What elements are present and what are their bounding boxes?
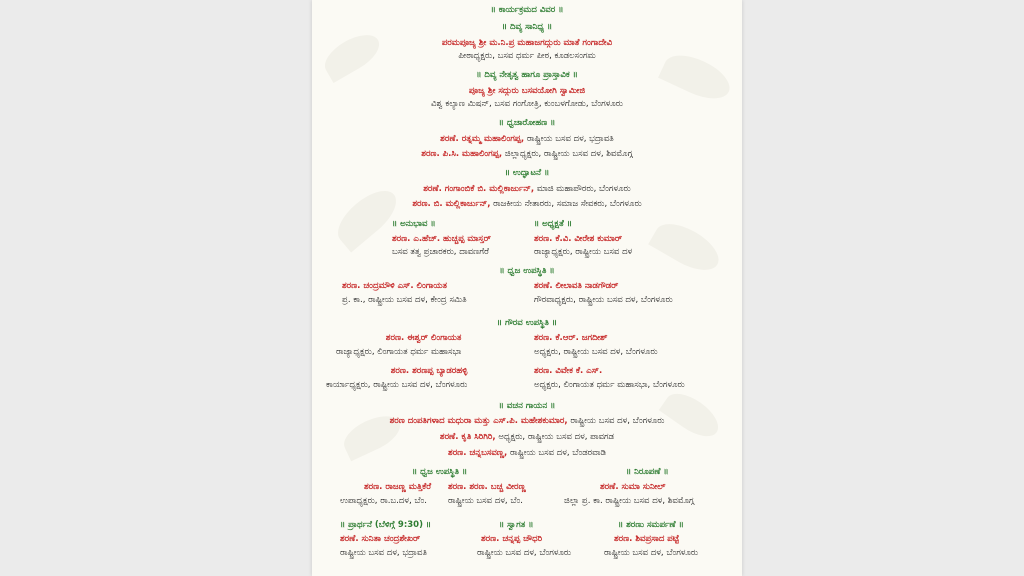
adhyakshate-block — [534, 219, 632, 258]
section-heading: ॥ ದಿವ್ಯ ಸಾನಿಧ್ಯ ॥ — [501, 22, 553, 32]
section-heading: ॥ ವಚನ ಗಾಯನ ॥ — [498, 401, 556, 411]
swagata-block — [477, 520, 571, 559]
guest-desc: ಬಸವ ತತ್ವ ಪ್ರಚಾರಕರು, ದಾವಣಗೆರೆ — [392, 247, 489, 257]
guest-desc: ರಾಜಕೀಯ ನೇತಾರರು, ಸಮಾಜ ಸೇವಕರು, ಬೆಂಗಳೂರು — [493, 199, 642, 209]
guest-name: ಶರಣ. ಶರಣಪ್ಪ ಬ್ಯಾಡರಹಳ್ಳಿ — [390, 366, 468, 376]
guest-line — [312, 432, 742, 443]
section-heading: ॥ ಗೌರವ ಉಪಸ್ಥಿತಿ ॥ — [496, 318, 558, 328]
page-title: ॥ ಕಾರ್ಯಕ್ರಮದ ವಿವರ ॥ — [490, 5, 564, 15]
section-heading: ॥ ಧ್ವಜ ಉಪಸ್ಥಿತಿ ॥ — [412, 467, 468, 477]
guest-name: ಶರಣೆ. ಲೀಲಾವತಿ ನಾಡಗೌಡರ್ — [534, 281, 619, 291]
dhwaja-left — [342, 281, 467, 306]
guest-line — [312, 134, 742, 145]
gaurava-r1-left — [336, 333, 461, 358]
guest-name: ಪರಮಪೂಜ್ಯ ಶ್ರೀ ಮ.ನಿ.ಪ್ರ ಮಹಾಜಗದ್ಗುರು ಮಾತೆ ಗಂಗಾದೇವಿ — [441, 38, 613, 48]
guest-line — [312, 149, 742, 160]
guest-name: ಶರಣೆ. ಕೃತಿ ಸಿರಿಗಿರಿ, — [439, 432, 496, 442]
nirupane-heading-wrap — [626, 467, 669, 478]
guest-name: ಶರಣ. ವಿವೇಕ ಕೆ. ಎಸ್. — [534, 366, 603, 376]
guest-line — [312, 416, 742, 427]
guest-name: ಶರಣೆ. ಗಂಗಾಂಬಿಕೆ ಬಿ. ಮಲ್ಲಿಕಾರ್ಜುನ್, — [423, 184, 535, 194]
guest-name: ಶರಣೆ. ಸುನಿತಾ ಚಂದ್ರಶೇಖರ್ — [340, 534, 421, 544]
gaurava-r1-right — [534, 333, 658, 358]
guest-line — [312, 448, 742, 459]
guest-name: ಶರಣ ದಂಪತಿಗಳಾದ ಮಧುರಾ ಮತ್ತು ಎಸ್.ಪಿ. ಮಹೇಶಕುಮಾರ, — [389, 416, 568, 426]
section-heading: ॥ ಉದ್ಘಾಟನೆ ॥ — [504, 168, 550, 178]
guest-line — [312, 184, 742, 195]
section-heading: ॥ ದಿವ್ಯ ನೇತೃತ್ವ ಹಾಗೂ ಪ್ರಾಸ್ತಾವಿಕ ॥ — [476, 70, 578, 80]
gaurava-r2-right — [534, 366, 685, 391]
guest-desc: ರಾಷ್ಟ್ರೀಯ ಬಸವ ದಳ, ಬೆಂಗಳೂರು — [604, 548, 699, 558]
guest-desc: ರಾಷ್ಟ್ರೀಯ ಬಸವ ದಳ, ಭದ್ರಾವತಿ — [340, 548, 427, 558]
guest-desc: ರಾಷ್ಟ್ರೀಯ ಬಸವ ದಳ, ಬೆಂಗಳೂರು — [570, 416, 665, 426]
guest-name: ಶರಣ. ಶಿವಪ್ರಸಾದ ಪಟ್ಟೆ — [614, 534, 680, 544]
section-heading: ॥ ಧ್ವಜಾರೋಹಣ ॥ — [498, 118, 556, 128]
guest-name: ಶರಣ. ಪಿ.ಸಿ. ಮಹಾಲಿಂಗಪ್ಪ, — [421, 149, 503, 159]
program-document — [312, 0, 742, 576]
guest-desc: ಪೀಠಾಧ್ಯಕ್ಷರು, ಬಸವ ಧರ್ಮ ಪೀಠ, ಕೂಡಲಸಂಗಮ — [458, 51, 596, 61]
nirupane-block — [564, 482, 694, 507]
guest-desc: ಅಧ್ಯಕ್ಷರು, ರಾಷ್ಟ್ರೀಯ ಬಸವ ದಳ, ಪಾವಗಡ — [498, 432, 615, 442]
guest-name: ಶರಣ. ಚನ್ನಬಸವಣ್ಣ, — [448, 448, 508, 458]
guest-desc: ರಾಜ್ಯಾಧ್ಯಕ್ಷರು, ಲಿಂಗಾಯತ ಧರ್ಮ ಮಹಾಸಭಾ — [336, 347, 462, 357]
guest-desc: ಪ್ರ. ಕಾ., ರಾಷ್ಟ್ರೀಯ ಬಸವ ದಳ, ಕೇಂದ್ರ ಸಮಿತಿ — [342, 295, 467, 305]
dhwaja2-heading-wrap — [412, 467, 467, 478]
section-heading: ॥ ನಿರೂಪಣೆ ॥ — [626, 467, 669, 477]
section-heading: ॥ ಪ್ರಾರ್ಥನೆ (ಬೆಳಿಗ್ಗೆ 9:30) ॥ — [340, 520, 432, 530]
prarthane-block — [340, 520, 431, 559]
guest-name: ಶರಣ. ಚನ್ನಪ್ಪ ಚೌಧರಿ — [481, 534, 543, 544]
guest-name: ಶರಣ. ಕೆ.ವಿ. ವೀರೇಶ ಕುಮಾರ್ — [534, 234, 623, 244]
section-heading: ॥ ಶರಣು ಸಮರ್ಪಣೆ ॥ — [618, 520, 684, 530]
guest-name: ಶರಣ. ಬಿ. ಮಲ್ಲಿಕಾರ್ಜುನ್, — [412, 199, 491, 209]
dhwaja-right — [534, 281, 673, 306]
guest-desc: ರಾಷ್ಟ್ರೀಯ ಬಸವ ದಳ, ಭದ್ರಾವತಿ — [526, 134, 614, 144]
section-heading: ॥ ಅಧ್ಯಕ್ಷತೆ ॥ — [534, 219, 573, 229]
section-heading: ॥ ಸ್ವಾಗತ ॥ — [499, 520, 534, 530]
sharanu-block — [604, 520, 698, 559]
guest-name: ಪೂಜ್ಯ ಶ್ರೀ ಸದ್ಗುರು ಬಸವಯೋಗಿ ಸ್ವಾಮೀಜಿ — [468, 86, 586, 96]
guest-desc: ವಿಶ್ವ ಕಲ್ಯಾಣ ಮಿಷನ್, ಬಸವ ಗಂಗೋತ್ರಿ, ಕುಂಬಳಗೋಡು, ಬೆಂಗಳೂರು — [431, 99, 623, 109]
anubhava-block — [392, 219, 491, 258]
guest-desc: ಕಾರ್ಯಾಧ್ಯಕ್ಷರು, ರಾಷ್ಟ್ರೀಯ ಬಸವ ದಳ, ಬೆಂಗಳೂರು — [326, 380, 468, 390]
guest-name: ಶರಣ. ಎ.ಹೆಚ್. ಹುಚ್ಚಪ್ಪ ಮಾಸ್ತರ್ — [392, 234, 491, 244]
guest-name: ಶರಣ. ರಾಜಣ್ಣ ಮತ್ತಿಕೆರೆ — [364, 482, 432, 492]
section-heading: ॥ ಅನುಭಾವ ॥ — [392, 219, 436, 229]
guest-desc: ಜಿಲ್ಲಾಧ್ಯಕ್ಷರು, ರಾಷ್ಟ್ರೀಯ ಬಸವ ದಳ, ಶಿವಮೊಗ್ಗ — [504, 149, 633, 159]
guest-name: ಶರಣ. ಚಂದ್ರಮೌಳಿ ಎಸ್. ಲಿಂಗಾಯತ — [342, 281, 447, 291]
guest-line — [312, 199, 742, 210]
guest-name: ಶರಣೆ. ರತ್ನಮ್ಮ ಮಹಾಲಿಂಗಪ್ಪ, — [440, 134, 525, 144]
guest-name: ಶರಣೆ. ಸುಮಾ ಸುನೀಲ್ — [600, 482, 666, 492]
guest-name: ಶರಣ. ಈಶ್ವರ್ ಲಿಂಗಾಯತ — [385, 333, 462, 343]
guest-desc: ಗೌರವಾಧ್ಯಕ್ಷರು, ರಾಷ್ಟ್ರೀಯ ಬಸವ ದಳ, ಬೆಂಗಳೂರು — [534, 295, 673, 305]
gaurava-r2-left — [326, 366, 467, 391]
guest-desc: ರಾಷ್ಟ್ರೀಯ ಬಸವ ದಳ, ಬೆಂ. — [448, 496, 523, 506]
guest-desc: ಮಾಜಿ ಮಹಾಪೌರರು, ಬೆಂಗಳೂರು — [536, 184, 631, 194]
guest-desc: ಅಧ್ಯಕ್ಷರು, ಲಿಂಗಾಯತ ಧರ್ಮ ಮಹಾಸಭಾ, ಬೆಂಗಳೂರು — [534, 380, 685, 390]
section-heading: ॥ ಧ್ವಜ ಉಪಸ್ಥಿತಿ ॥ — [499, 266, 555, 276]
guest-desc: ಅಧ್ಯಕ್ಷರು, ರಾಷ್ಟ್ರೀಯ ಬಸವ ದಳ, ಬೆಂಗಳೂರು — [534, 347, 658, 357]
guest-desc: ಜಿಲ್ಲಾ ಪ್ರ. ಕಾ. ರಾಷ್ಟ್ರೀಯ ಬಸವ ದಳ, ಶಿವಮೊಗ್ಗ — [564, 496, 695, 506]
dhwaja2-c2 — [448, 482, 526, 507]
dhwaja2-c1 — [340, 482, 431, 507]
guest-desc: ರಾಜ್ಯಾಧ್ಯಕ್ಷರು, ರಾಷ್ಟ್ರೀಯ ಬಸವ ದಳ — [534, 247, 633, 257]
guest-desc: ರಾಷ್ಟ್ರೀಯ ಬಸವ ದಳ, ಬೆಂಗಳೂರು — [477, 548, 572, 558]
guest-desc: ರಾಷ್ಟ್ರೀಯ ಬಸವ ದಳ, ಬೆಂಡರವಾಡಿ — [509, 448, 606, 458]
guest-name: ಶರಣ. ಶರಣ. ಬಚ್ಚ ವೀರಣ್ಣ — [448, 482, 526, 492]
guest-name: ಶರಣ. ಕೆ.ಆರ್. ಜಗದೀಶ್ — [534, 333, 608, 343]
guest-desc: ಉಪಾಧ್ಯಕ್ಷರು, ರಾ.ಬ.ದಳ, ಬೆಂ. — [340, 496, 427, 506]
